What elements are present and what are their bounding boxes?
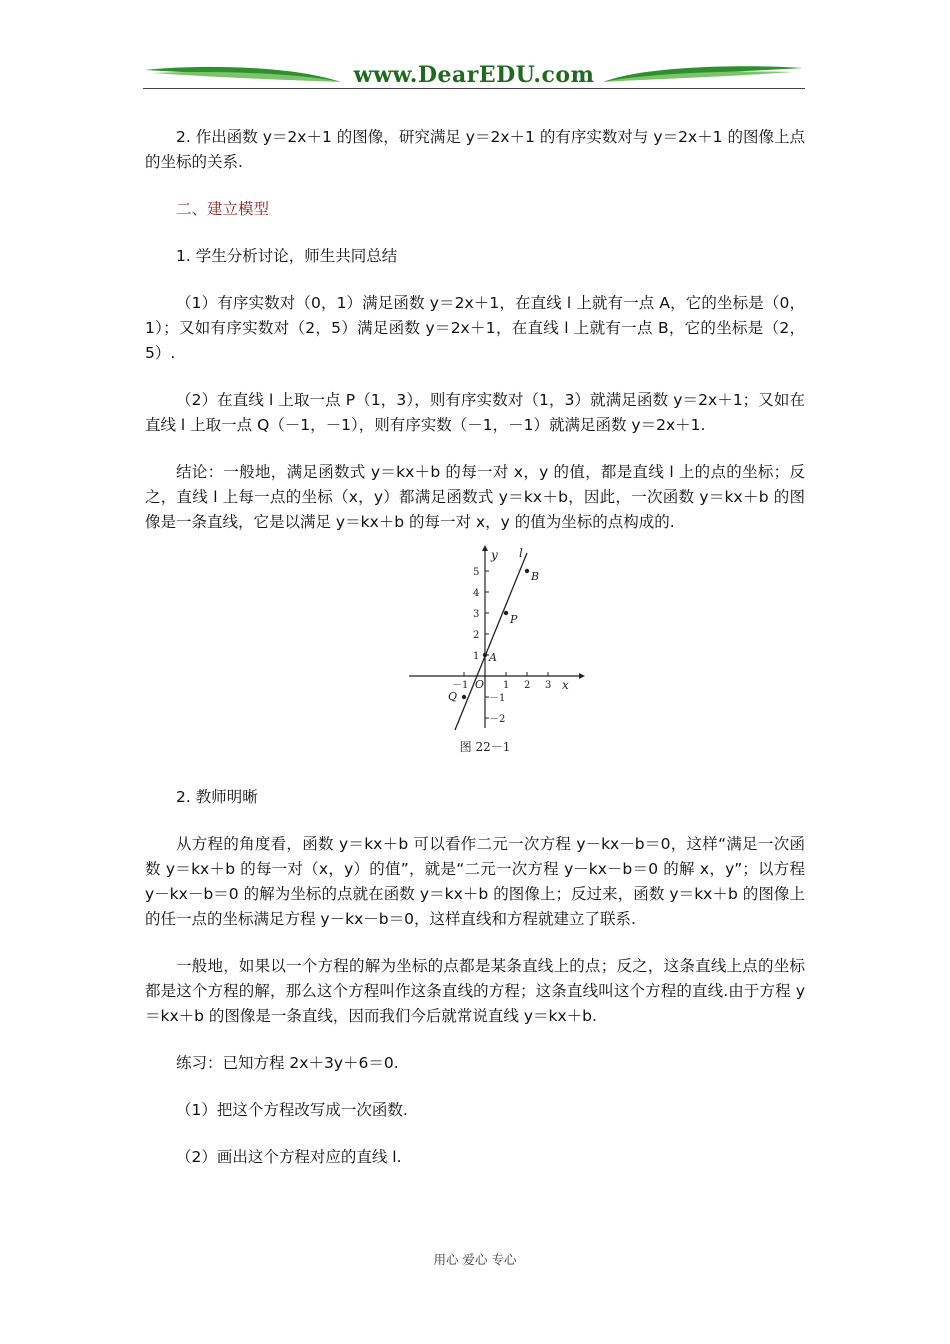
paragraph-2: 1. 学生分析讨论，师生共同总结: [176, 247, 398, 265]
y-axis-label: y: [491, 548, 498, 562]
site-brand[interactable]: www.DearEDU.com: [353, 62, 595, 88]
paragraph-11: （2）画出这个方程对应的直线 l.: [176, 1148, 402, 1166]
y-tick--1: －1: [489, 693, 506, 704]
figure-caption: 图 22－1: [459, 740, 511, 754]
section-title: 二、建立模型: [176, 200, 270, 218]
x-tick-2: 2: [524, 680, 531, 691]
origin-label: O: [475, 678, 485, 691]
page-footer: 用心 爱心 专心: [433, 1252, 517, 1267]
figure-22-1: [145, 545, 805, 785]
x-tick-3: 3: [545, 680, 552, 691]
point-b: [525, 569, 529, 573]
point-a-label: A: [489, 651, 497, 664]
line-graph: [407, 545, 587, 735]
y-tick-1: 1: [473, 651, 480, 662]
line-l-label: l: [519, 546, 523, 560]
paragraph-6: 2. 教师明晰: [176, 788, 258, 806]
point-b-label: B: [531, 570, 540, 583]
point-a: [483, 653, 487, 657]
paragraph-4: （2）在直线 l 上取一点 P（1，3），则有序实数对（1，3）就满足函数 y＝2x＋1；又如在直线 l 上取一点 Q（－1，－1），则有序实数（－1，－1）就满足函数 y＝2x＋1.: [145, 391, 805, 434]
paragraph-9: 练习：已知方程 2x＋3y＋6＝0.: [176, 1054, 399, 1072]
x-tick--1: －1: [452, 680, 469, 691]
document-body: [145, 125, 805, 1170]
site-header: [143, 58, 805, 92]
y-tick-3: 3: [473, 609, 480, 620]
point-q-label: Q: [448, 690, 458, 703]
point-p-label: P: [510, 613, 518, 626]
paragraph-7: 从方程的角度看，函数 y＝kx＋b 可以看作二元一次方程 y－kx－b＝0，这样“满足一次函数 y＝kx＋b 的每一对（x，y）的值”，就是“二元一次方程 y－kx－b＝0 的解 x，y”；以方程 y－kx－b＝0 的解为坐标的点就在函数 y＝kx＋b 的图像上；反过来，函数 y＝kx＋b 的图像上的任一点的坐标满足方程 y－kx－b＝0，这样直线和方程就建立了联系.: [145, 835, 805, 928]
point-p: [504, 611, 508, 615]
x-tick-1: 1: [503, 680, 510, 691]
paragraph-10: （1）把这个方程改写成一次函数.: [176, 1101, 408, 1119]
paragraph-5: 结论：一般地，满足函数式 y＝kx＋b 的每一对 x，y 的值，都是直线 l 上的点的坐标；反之，直线 l 上每一点的坐标（x，y）都满足函数式 y＝kx＋b，因此，一次函数 y＝kx＋b 的图像是一条直线，它是以满足 y＝kx＋b 的每一对 x，y 的值为坐标的点构成的.: [145, 463, 805, 531]
y-tick-2: 2: [473, 630, 480, 641]
paragraph-3: （1）有序实数对（0，1）满足函数 y＝2x＋1，在直线 l 上就有一点 A，它的坐标是（0，1）；又如有序实数对（2，5）满足函数 y＝2x＋1，在直线 l 上就有一点 B，它的坐标是（2，5）.: [145, 294, 805, 362]
point-q: [462, 695, 466, 699]
x-axis-label: x: [562, 678, 569, 692]
y-tick-5: 5: [473, 567, 480, 578]
paragraph-8: 一般地，如果以一个方程的解为坐标的点都是某条直线上的点；反之，这条直线上点的坐标都是这个方程的解，那么这个方程叫作这条直线的方程；这条直线叫这个方程的直线.由于方程 y＝kx＋b 的图像是一条直线，因而我们今后就常说直线 y＝kx＋b.: [145, 957, 805, 1025]
paragraph-1: 2. 作出函数 y＝2x＋1 的图像，研究满足 y＝2x＋1 的有序实数对与 y＝2x＋1 的图像上点的坐标的关系.: [145, 128, 805, 171]
y-tick--2: －2: [489, 714, 506, 725]
y-tick-4: 4: [473, 588, 480, 599]
header-divider: [143, 88, 805, 89]
